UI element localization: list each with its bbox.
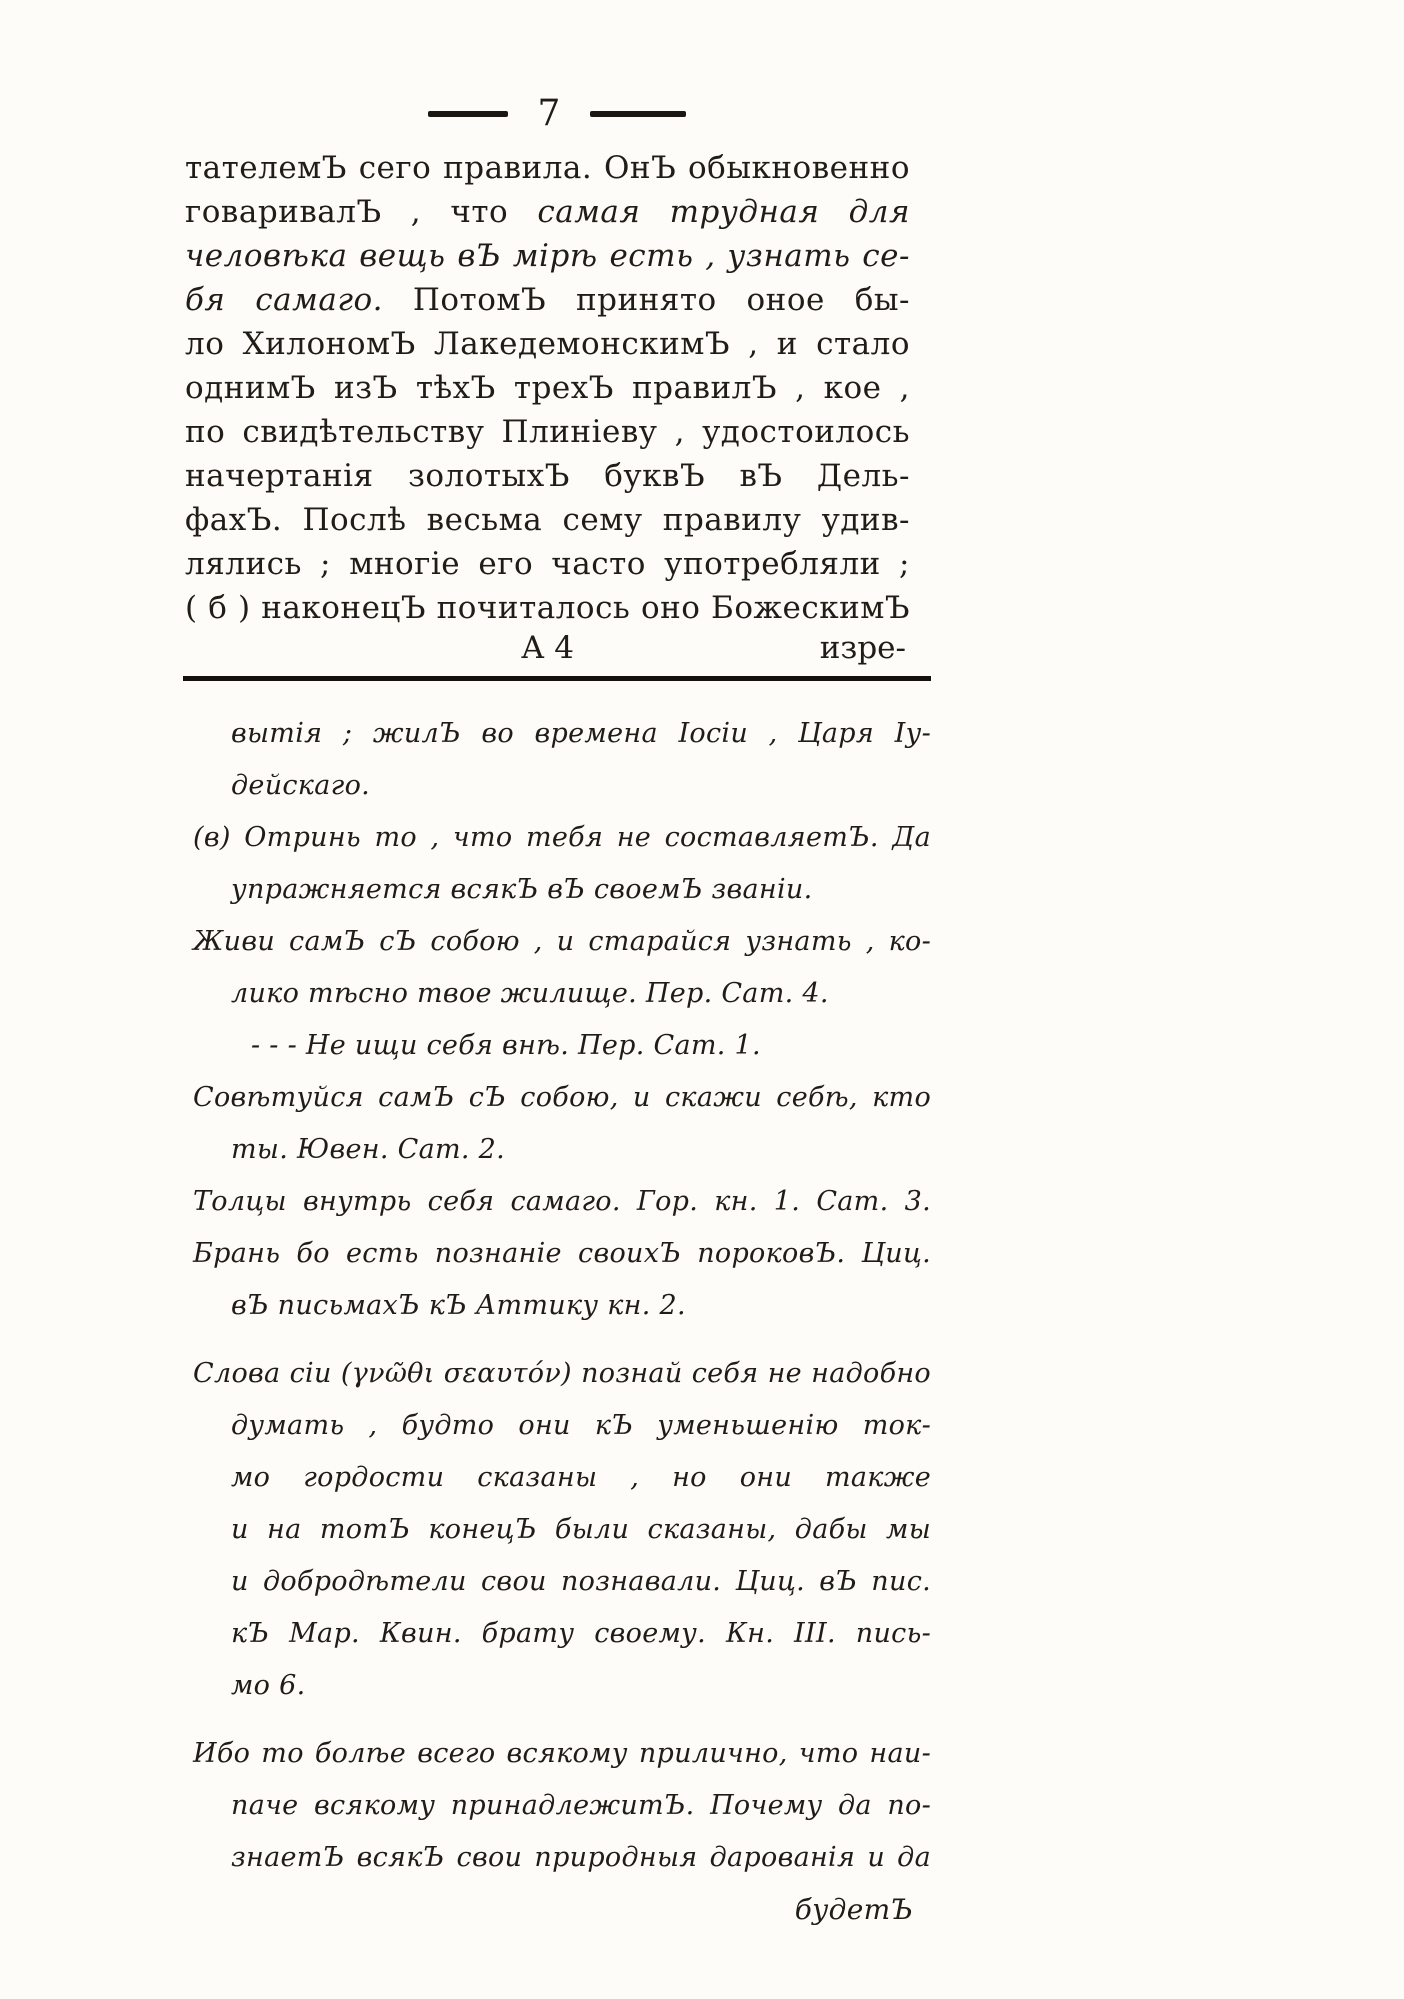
main-text-line: [185, 542, 910, 586]
text-segment: ло ХилономЪ ЛакедемонскимЪ , и стало: [185, 326, 910, 362]
footnote-line: Слова сіи (γνῶθι σεαυτόν) познай себя не надобно: [193, 1358, 931, 1389]
main-text-line: [185, 498, 910, 542]
text-segment: говаривалЪ , что: [185, 194, 538, 230]
text-segment: фахЪ. Послѣ весьма сему правилу удив-: [185, 502, 910, 538]
main-text-block: [185, 146, 910, 630]
footnote-separator-rule: [183, 676, 931, 681]
main-text-line: [185, 322, 910, 366]
main-text-line: [185, 586, 910, 630]
main-text-line: [185, 454, 910, 498]
text-segment: ( б ) наконецЪ почиталось оно БожескимЪ: [185, 590, 910, 626]
text-segment: ПотомЪ принято оное бы-: [383, 282, 911, 318]
italic-text-segment: самая трудная для: [537, 194, 911, 230]
footnote-line: и добродѣтели свои познавали. Циц. вЪ пис.: [231, 1566, 931, 1597]
footnote-line: (в) Отринь то , что тебя не составляетЪ. Да: [193, 822, 931, 853]
text-segment: начертанія золотыхЪ буквЪ вЪ Дель-: [185, 458, 910, 494]
text-segment: лялись ; многіе его часто употребляли ;: [185, 546, 910, 582]
footnote-line: мо гордости сказаны , но они также: [231, 1462, 931, 1493]
header-dash-right-icon: [590, 111, 686, 117]
footnote-line: Живи самЪ сЪ собою , и старайся узнать , ко-: [193, 926, 931, 957]
main-text-line: [185, 410, 910, 454]
text-segment: однимЪ изЪ тѣхЪ трехЪ правилЪ , кое ,: [185, 370, 910, 406]
footnote-line: упражняется всякЪ вЪ своемЪ званіи.: [231, 874, 813, 905]
footnote-line: ты. Ювен. Сат. 2.: [231, 1134, 506, 1165]
footnote-line: Брань бо есть познаніе своихЪ пороковЪ. Циц.: [193, 1238, 931, 1269]
signature-line: [185, 626, 910, 670]
main-text-line: [185, 146, 910, 190]
footnote-line: дейскаго.: [231, 770, 371, 801]
footnote-line: кЪ Мар. Квин. брату своему. Кн. III. пись-: [231, 1618, 931, 1649]
footnote-line: - - - Не ищи себя внѣ. Пер. Сат. 1.: [251, 1030, 761, 1061]
footnote-line: паче всякому принадлежитЪ. Почему да по-: [231, 1790, 931, 1821]
footnote-catchword: будетЪ: [794, 1893, 913, 1926]
italic-text-segment: бя самаго.: [185, 282, 384, 318]
header-dash-left-icon: [428, 111, 508, 117]
footnote-line: и на тотЪ конецЪ были сказаны, дабы мы: [231, 1514, 931, 1545]
signature-mark: А 4: [520, 630, 575, 666]
main-text-line: [185, 366, 910, 410]
footnote-line: думать , будто они кЪ уменьшенію ток-: [231, 1410, 931, 1441]
footnote-block: [193, 708, 931, 1936]
footnote-line: Ибо то болѣе всего всякому прилично, что наи-: [193, 1738, 931, 1769]
main-text-line: [185, 190, 910, 234]
italic-text-segment: человѣка вещь вЪ мірѣ есть , узнать се-: [185, 238, 910, 274]
footnote-line: вЪ письмахЪ кЪ Аттику кн. 2.: [231, 1290, 686, 1321]
main-text-line: [185, 278, 910, 322]
page-number: 7: [537, 93, 561, 134]
footnote-line: Толцы внутрь себя самаго. Гор. кн. 1. Сат. 3.: [193, 1186, 931, 1217]
footnote-line: вытія ; жилЪ во времена Іосіи , Царя Іу-: [231, 718, 931, 749]
footnote-line: мо 6.: [231, 1670, 306, 1701]
text-segment: по свидѣтельству Плиніеву , удостоилось: [185, 414, 910, 450]
page-header: [183, 93, 931, 134]
main-text-line: [185, 234, 910, 278]
footnote-line: лико тѣсно твое жилище. Пер. Сат. 4.: [231, 978, 829, 1009]
footnote-line: знаетЪ всякЪ свои природныя дарованія и да: [231, 1842, 931, 1873]
text-segment: тателемЪ сего правила. ОнЪ обыкновенно: [185, 150, 910, 186]
main-catchword: изре-: [819, 630, 906, 666]
footnote-line: Совѣтуйся самЪ сЪ собою, и скажи себѣ, кто: [193, 1082, 931, 1113]
